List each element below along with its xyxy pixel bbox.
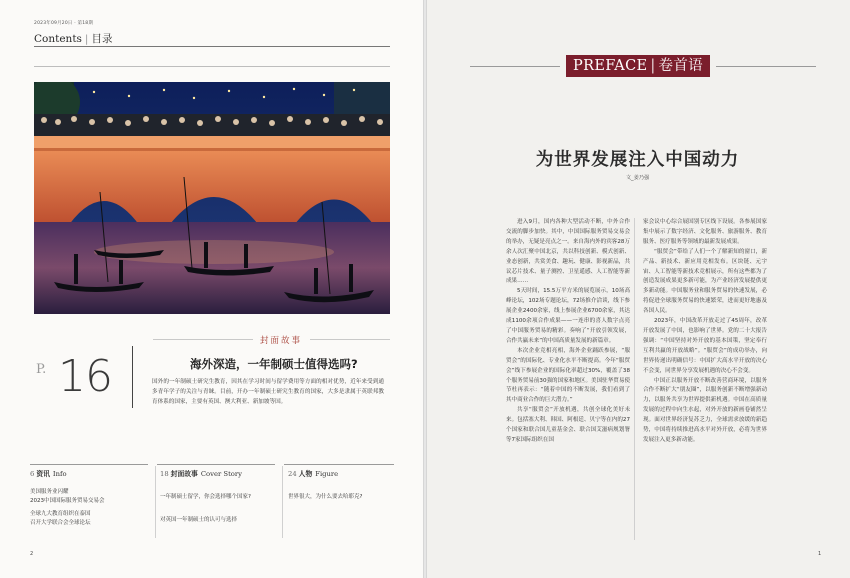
header-rule: [34, 46, 390, 47]
paragraph: 家会议中心综合展国别专区线下设展。各参展国家集中展示了数字经济、文化服务、旅游服务、教育服务、医疗服务等领域的最新发展成果。: [643, 219, 767, 245]
paragraph: 进入9月，国内各种大型活动不断，中外合作交流的脚步加快。其中，中国国际服务贸易交易会的举办，无疑是亮点之一。来自海内外的宾客28万余人次汇聚中国北京，共以科技创新、模式创新、业态创新，共赏美食、趣玩、健康、影视新品，共议芯片技术、量子测控、卫星遥感、人工智能等新成果……: [506, 219, 630, 285]
paragraph: “服贸会”带给了人们一个了解新知的窗口，新产品、新技术、新应用竞相发布。区块链、元宇宙、人工智能等新技术竞相展示，所有这些都为了创造发展成果更多新可能，为产业经济发展提供更多新动能。中国服务业和服务贸易的快速发展，必将促进全球服务贸易的快速繁荣，进而更好地惠及各国人民。: [643, 248, 767, 315]
preface-rule-right: [716, 66, 816, 67]
paragraph: 本次企业竞相亮相，海外企业踊跃参展，“服贸会”的国际化、专业化水平不断提高。今年“服贸会”线下参展企业的国际化率超过30%，覆盖了38个服务贸易前30强的国家和地区。美国驻华贸易使节杜再表示：“随着中国的不断发展，我们看到了其中商业合作的巨大潜力。”: [506, 347, 630, 404]
preface-en: PREFACE: [573, 58, 648, 74]
book-spine: [423, 0, 427, 578]
byline: 文_姜乃强: [625, 175, 650, 181]
page-footer-number: 1: [818, 551, 822, 557]
category-rule-info: [30, 464, 148, 465]
category-cover-story[interactable]: [160, 468, 242, 478]
category-en: Figure: [315, 470, 339, 478]
contents-cn: 目录: [91, 33, 113, 45]
section-heading: 封面故事: [260, 336, 303, 346]
preface-title: 为世界发展注入中国动力: [535, 150, 740, 170]
category-item[interactable]: 2023中国国际服务贸易交易会: [30, 498, 105, 504]
cover-photo: [34, 82, 390, 314]
article-title: 海外深造，一年制硕士值得选吗?: [190, 357, 358, 371]
category-info[interactable]: [30, 468, 67, 478]
category-figure[interactable]: [288, 468, 338, 478]
preface-rule-left: [470, 66, 560, 67]
category-num: 24: [288, 470, 297, 478]
category-num: 18: [160, 470, 169, 478]
paragraph: 共享“服贸会”开放机遇，共创全球化美好未来。包括塞大利、韩国、阿根廷、贝宁等在内的27个国家和联合国儿童基金会、联合国艾滋病规划署等7家国际组织在国: [506, 407, 630, 443]
text-column-right: [643, 218, 767, 446]
category-num: 6: [30, 470, 35, 478]
category-cn: 人物: [298, 470, 313, 478]
preface-banner: [566, 55, 710, 77]
text-column-left: [506, 218, 630, 446]
category-column-divider: [155, 466, 156, 538]
paragraph: 2023年，中国改革开放走过了45周年，改革开放发展了中国，也影响了世界。党的二十大报告强调：“中国坚持对外开放的基本国策，坚定奉行互利共赢的开放战略”。“服贸会”的成功举办，向世界传递出明确信号：中国扩大高水平开放的决心不会变，同世界分享发展机遇的决心不会变。: [643, 318, 767, 374]
right-page: [425, 0, 850, 578]
category-rule-cover: [157, 464, 275, 465]
paragraph: 中国正以服务开放不断改善营商环境，以服务合作不断扩大“朋友圈”，以服务创新不断增强新动力，以服务共享为世界提供新机遇。中国在高质量发展的过程中向生水起，对外开放的新画卷铺然呈现。面对世界经济复苏乏力，全球需求放缓的新趋势，中国将持续推进高水平对外开放，必将为世界发展注入更多新动能。: [643, 377, 767, 443]
category-rule-figure: [284, 464, 394, 465]
article-summary: 国外的一年制硕士研究生教育，因其在学习时间与留学费用等方面的相对优势，近年来受到通多青年学子的关注与青睐。目前，开办一年制硕士研究生教育的国家，大多是隶属于英联邦教育体系的国家，主要有英国、澳大利亚、新加坡等国。: [152, 379, 384, 406]
category-column-divider: [282, 466, 283, 538]
preface-cn: 卷首语: [658, 58, 703, 74]
vertical-divider: [132, 346, 133, 408]
category-item[interactable]: 召开大学联合会全球论坛: [30, 520, 91, 526]
category-item[interactable]: 全球九大教育组织在泰国: [30, 511, 91, 517]
page-label: P.: [36, 362, 47, 377]
column-divider: [634, 218, 635, 540]
contents-title: [34, 31, 112, 46]
contents-en: Contents: [34, 33, 82, 45]
category-item[interactable]: 对英国一年制硕士的认可与选择: [160, 517, 238, 523]
page-number: 16: [58, 351, 112, 402]
section-heading-rule-left: [153, 339, 253, 340]
category-en: Cover Story: [200, 470, 242, 478]
cover-photo-image: [34, 82, 390, 314]
page-footer-number: 2: [30, 551, 34, 557]
category-cn: 资讯: [36, 470, 50, 478]
issue-line: 2023年09月20日 · 第18期: [34, 21, 94, 26]
category-item[interactable]: 一年制硕士留学，你会选择哪个国家?: [160, 494, 251, 500]
category-item[interactable]: 世界很大，为什么要去哈耶克?: [288, 494, 363, 500]
category-en: Info: [52, 470, 67, 478]
section-heading-rule-right: [310, 339, 390, 340]
category-item[interactable]: 美国服务业闪耀: [30, 489, 69, 495]
preface-separator: |: [650, 58, 656, 74]
header-rule-secondary: [34, 66, 390, 67]
paragraph: 5天时间，15.5万平方米的展览展示，10场高峰论坛，102场专题论坛，72场推介洽谈，线下参展企业2400余家，线上参展企业6700余家，其达成1100余项合作成果——一连串的喜人数字点亮了中国服务贸易的精彩。奏响了“开放引领发展，合作共赢未来”的中国高质量发展的新篇章。: [506, 288, 630, 344]
contents-separator: |: [84, 33, 89, 45]
category-cn: 封面故事: [170, 470, 198, 478]
